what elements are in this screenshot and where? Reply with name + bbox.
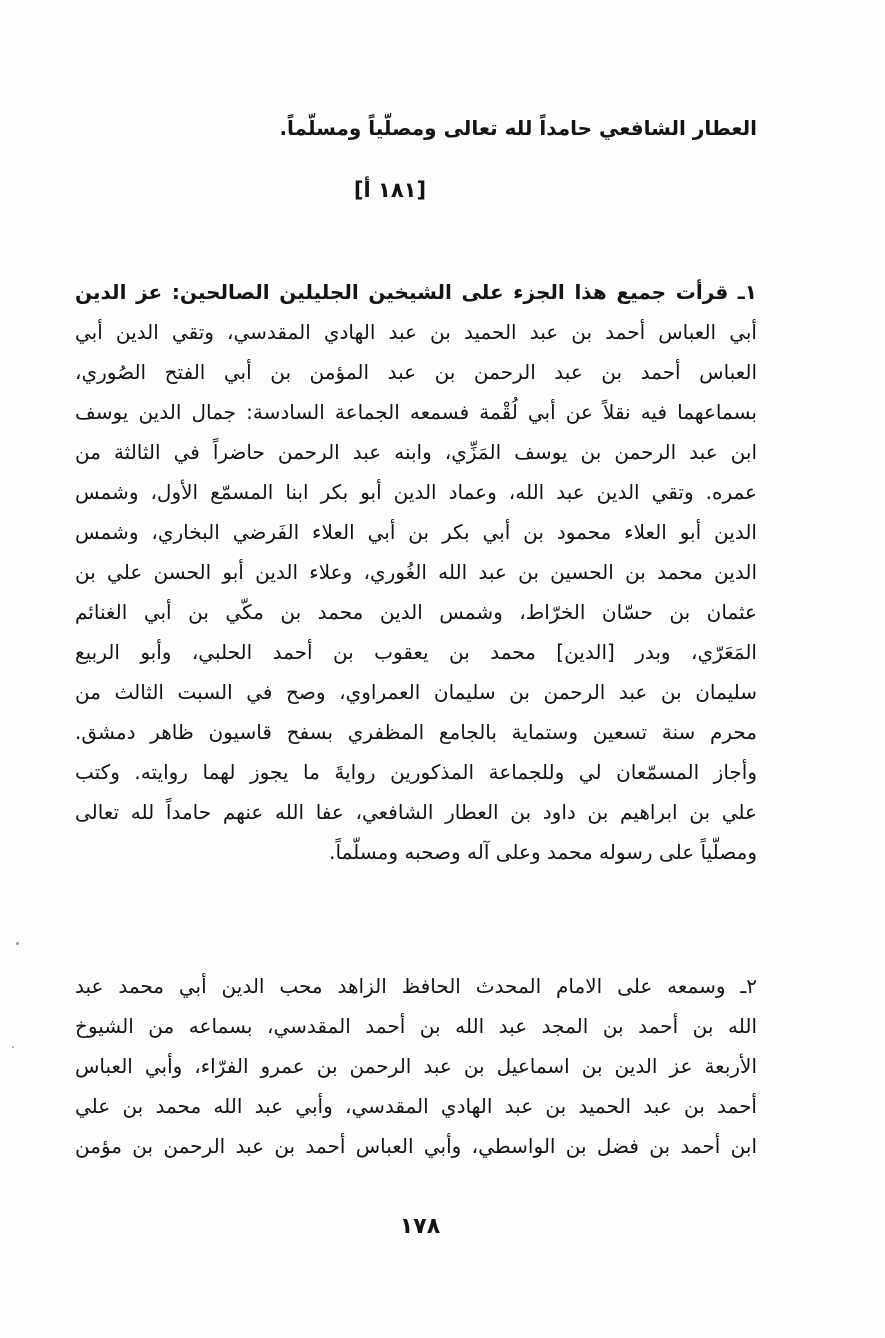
paragraph-1 (75, 272, 757, 872)
paragraph-1-line: علي بن ابراهيم بن داود بن العطار الشافعي، عفا الله عنهم حامداً لله تعالى (75, 800, 757, 824)
paragraph-1-line: المَعَرّي، وبدر [الدين] محمد بن يعقوب بن أحمد الحلبي، وأبو الربيع (75, 640, 757, 664)
paragraph-1-line: سليمان بن عبد الرحمن بن سليمان العمراوي، وصح في السبت الثالث من (75, 680, 757, 704)
paragraph-1-line: ١ـ قرأت جميع هذا الجزء على الشيخين الجليلين الصالحين: عز الدين (75, 280, 757, 304)
paragraph-1-line: محرم سنة تسعين وستماية بالجامع المظفري بسفح قاسيون ظاهر دمشق. (75, 720, 757, 744)
paragraph-2-line: أحمد بن عبد الحميد بن عبد الهادي المقدسي، وأبي عبد الله محمد بن علي (75, 1094, 757, 1118)
paragraph-1-line: ومصلّياً على رسوله محمد وعلى آله وصحبه ومسلّماً. (329, 840, 757, 864)
scan-speck (16, 942, 19, 945)
opening-text: العطار الشافعي حامداً لله تعالى ومصلّياً ومسلّماً. (279, 116, 757, 140)
paragraph-1-line: وأجاز المسمّعان لي وللجماعة المذكورين روايةَ ما يجوز لهما روايته. وكتب (75, 760, 757, 784)
paragraph-1-line: أبي العباس أحمد بن عبد الحميد بن عبد الهادي المقدسي، وتقي الدين أبي (75, 320, 757, 344)
folio-marker: [١٨١ أ] (353, 178, 427, 202)
paragraph-1-line: الدين أبو العلاء محمود بن أبي بكر بن أبي العلاء الفَرضي البخاري، وشمس (75, 520, 757, 544)
paragraph-2 (75, 966, 757, 1166)
paragraph-1-line: الدين محمد بن الحسين بن عبد الله الغُوري، وعلاء الدين أبو الحسن علي بن (75, 560, 757, 584)
page-number: ١٧٨ (399, 1214, 441, 1239)
paragraph-1-line: عمره. وتقي الدين عبد الله، وعماد الدين أبو بكر ابنا المسمّع الأول، وشمس (75, 480, 757, 504)
paragraph-1-line: عثمان بن حسّان الخرّاط، وشمس الدين محمد بن مكّي بن أبي الغنائم (75, 600, 757, 624)
opening-line (140, 108, 757, 148)
paragraph-1-line: ابن عبد الرحمن بن يوسف المَزِّي، وابنه عبد الرحمن حاضراً في الثالثة من (75, 440, 757, 464)
scan-speck (12, 1046, 14, 1048)
paragraph-2-line: ٢ـ وسمعه على الامام المحدث الحافظ الزاهد محب الدين أبي محمد عبد (75, 974, 757, 998)
paragraph-2-line: الأربعة عز الدين بن اسماعيل بن عبد الرحمن بن عمرو الفرّاء، وأبي العباس (75, 1054, 757, 1078)
paragraph-1-line: بسماعهما فيه نقلاً عن أبي لُقْمة فسمعه الجماعة السادسة: جمال الدين يوسف (75, 400, 757, 424)
paragraph-2-line: الله بن أحمد بن المجد عبد الله بن أحمد المقدسي، بسماعه من الشيوخ (75, 1014, 757, 1038)
paragraph-2-line: ابن أحمد بن فضل بن الواسطي، وأبي العباس أحمد بن عبد الرحمن بن مؤمن (75, 1134, 757, 1158)
paragraph-1-line: العباس أحمد بن عبد الرحمن بن عبد المؤمن بن أبي الفتح الصُوري، (75, 360, 757, 384)
